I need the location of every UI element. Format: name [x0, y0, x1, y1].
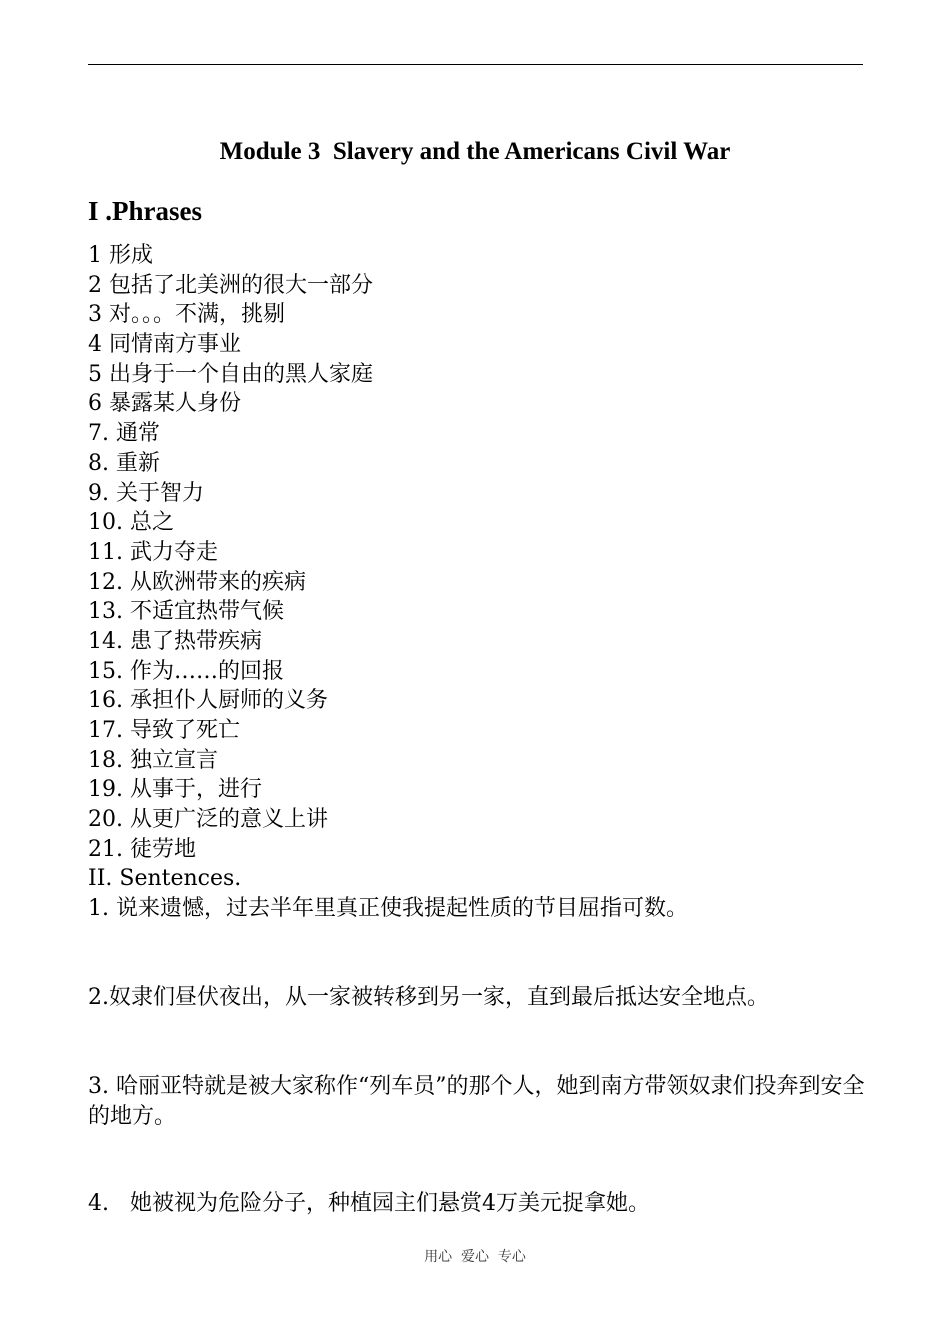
list-item: 19. 从事于，进行 [88, 777, 262, 803]
list-item: 8. 重新 [88, 450, 160, 476]
list-item: 13. 不适宜热带气候 [88, 599, 284, 625]
section-heading-sentences: II. Sentences. [88, 866, 242, 892]
list-item: 18. 独立宣言 [88, 747, 218, 773]
sentence-item: 3. 哈丽亚特就是被大家称作“列车员”的那个人，她到南方带领奴隶们投奔到安全的地方。 [88, 1074, 865, 1129]
sentence-item: 1. 说来遗憾，过去半年里真正使我提起性质的节目屈指可数。 [88, 896, 688, 922]
list-item: 12. 从欧洲带来的疾病 [88, 569, 306, 595]
section-heading-phrases: I .Phrases [88, 196, 202, 226]
document-title: Module 3 Slavery and the Americans Civil War [219, 138, 731, 165]
list-item: 20. 从更广泛的意义上讲 [88, 807, 328, 833]
phrase-list [88, 241, 868, 924]
list-item: 21. 徒劳地 [88, 836, 196, 862]
sentence-item: 2.奴隶们昼伏夜出，从一家被转移到另一家，直到最后抵达安全地点。 [88, 985, 769, 1010]
list-item: 10. 总之 [88, 510, 174, 536]
list-item: 17. 导致了死亡 [88, 718, 240, 743]
list-item: 9. 关于智力 [88, 480, 204, 506]
header-rule [88, 64, 863, 65]
list-item: 15. 作为……的回报 [88, 658, 284, 684]
list-item: 4 同情南方事业 [88, 332, 241, 358]
list-item: 6 暴露某人身份 [88, 391, 241, 417]
list-item: 7. 通常 [88, 421, 160, 447]
list-item: 11. 武力夺走 [88, 539, 218, 565]
list-item: 5 出身于一个自由的黑人家庭 [88, 361, 373, 387]
list-item: 2 包括了北美洲的很大一部分 [88, 272, 373, 298]
list-item: 3 对。。。不满，挑剔 [88, 302, 285, 328]
list-item: 1 形成 [88, 243, 153, 268]
page-footer: 用心 爱心 专心 [424, 1249, 526, 1265]
list-item: 16. 承担仆人厨师的义务 [88, 688, 328, 714]
sentence-item: 4. 她被视为危险分子，种植园主们悬赏4万美元捉拿她。 [88, 1191, 650, 1216]
list-item: 14. 患了热带疾病 [88, 628, 262, 654]
